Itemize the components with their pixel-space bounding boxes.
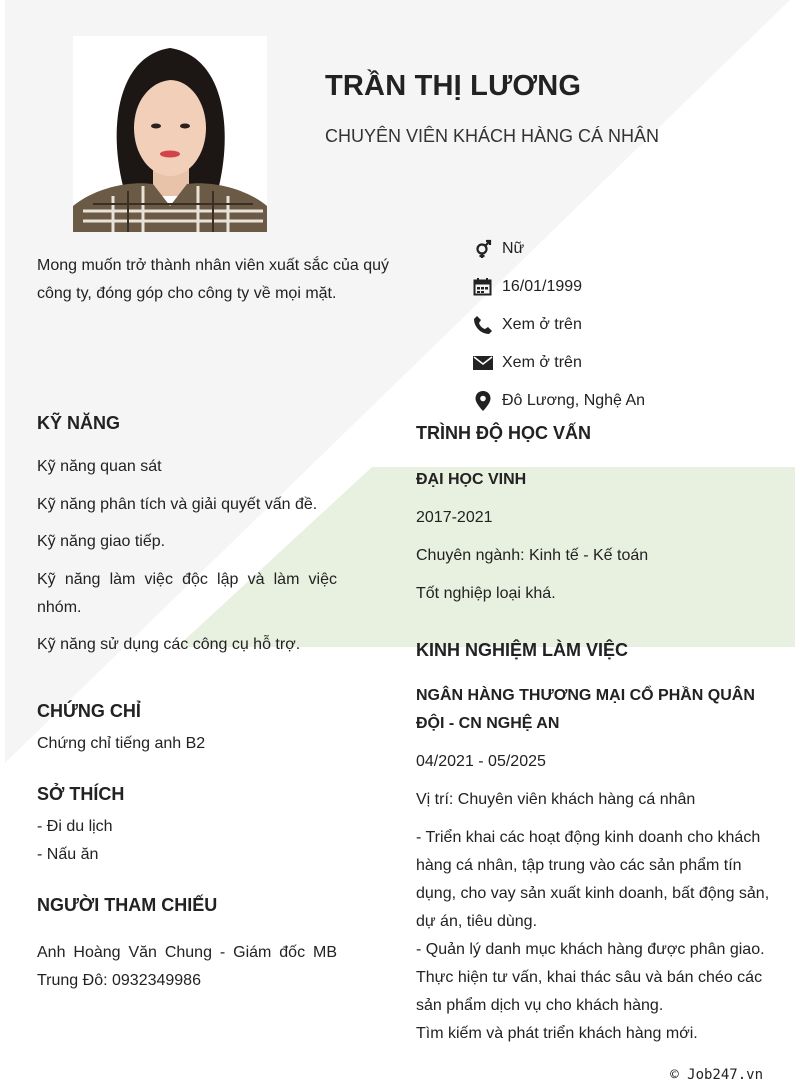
calendar-icon	[472, 276, 494, 298]
skill-item: Kỹ năng giao tiếp.	[37, 533, 166, 550]
experience-desc: - Triển khai các hoạt động kinh doanh cho khách hàng cá nhân, tập trung vào các sản phẩm tín dụng, cho vay sản xuất kinh doanh, bất động sản, dự án, tiêu dùng.	[416, 829, 770, 930]
contact-email	[472, 344, 792, 382]
experience-period: 04/2021 - 05/2025	[416, 753, 546, 770]
candidate-name: TRẦN THỊ LƯƠNG	[325, 70, 582, 102]
experience-title: KINH NGHIỆM LÀM VIỆC	[416, 640, 629, 660]
career-objective: Mong muốn trở thành nhân viên xuất sắc của quý công ty, đóng góp cho công ty về mọi mặt.	[37, 257, 390, 302]
contact-address	[472, 382, 792, 420]
skill-item: Kỹ năng quan sát	[37, 458, 162, 475]
hobbies-title: SỞ THÍCH	[37, 784, 125, 804]
certificates-title: CHỨNG CHỈ	[37, 701, 141, 721]
skill-item: Kỹ năng làm việc độc lập và làm việc nhóm.	[37, 570, 337, 616]
hobby-item: - Nấu ăn	[37, 846, 99, 863]
contact-birthday	[472, 268, 792, 306]
birthday-value: 16/01/1999	[502, 278, 583, 295]
education-major: Chuyên ngành: Kinh tế - Kế toán	[416, 547, 649, 564]
gender-icon	[472, 238, 494, 260]
candidate-title: CHUYÊN VIÊN KHÁCH HÀNG CÁ NHÂN	[325, 126, 660, 146]
skills-title: KỸ NĂNG	[37, 413, 121, 433]
company-name: NGÂN HÀNG THƯƠNG MẠI CỔ PHẦN QUÂN ĐỘI - CN NGHỆ AN	[416, 687, 755, 732]
location-icon	[472, 390, 494, 412]
profile-photo	[73, 36, 267, 232]
certificate-item: Chứng chỉ tiếng anh B2	[37, 735, 206, 752]
reference-title: NGƯỜI THAM CHIẾU	[37, 895, 218, 915]
experience-desc: Tìm kiếm và phát triển khách hàng mới.	[416, 1025, 698, 1042]
experience-block	[416, 682, 781, 1048]
education-block	[416, 466, 786, 618]
contact-gender	[472, 230, 792, 268]
email-value: Xem ở trên	[502, 354, 582, 371]
hobbies-list	[37, 813, 113, 869]
education-result: Tốt nghiệp loại khá.	[416, 585, 556, 602]
footer-watermark: © Job247.vn	[670, 1067, 763, 1083]
phone-value: Xem ở trên	[502, 316, 582, 333]
gender-value: Nữ	[502, 240, 525, 257]
skill-item: Kỹ năng phân tích và giải quyết vấn đề.	[37, 495, 318, 513]
hobby-item: - Đi du lịch	[37, 818, 113, 835]
phone-icon	[472, 314, 494, 336]
reference-text: Anh Hoàng Văn Chung - Giám đốc MB Trung Đô: 0932349986	[37, 944, 337, 989]
contact-phone	[472, 306, 792, 344]
mail-icon	[472, 352, 494, 374]
skill-item: Kỹ năng sử dụng các công cụ hỗ trợ.	[37, 636, 301, 653]
contact-info	[472, 230, 792, 420]
education-title: TRÌNH ĐỘ HỌC VẤN	[416, 423, 591, 443]
school-name: ĐẠI HỌC VINH	[416, 471, 527, 488]
experience-desc: - Quản lý danh mục khách hàng được phân giao. Thực hiện tư vấn, khai thác sâu và bán chéo các sản phẩm dịch vụ cho khách hàng.	[416, 941, 765, 1014]
education-period: 2017-2021	[416, 509, 493, 526]
address-value: Đô Lương, Nghệ An	[502, 392, 646, 409]
skills-list	[37, 453, 337, 669]
experience-position: Vị trí: Chuyên viên khách hàng cá nhân	[416, 791, 696, 808]
